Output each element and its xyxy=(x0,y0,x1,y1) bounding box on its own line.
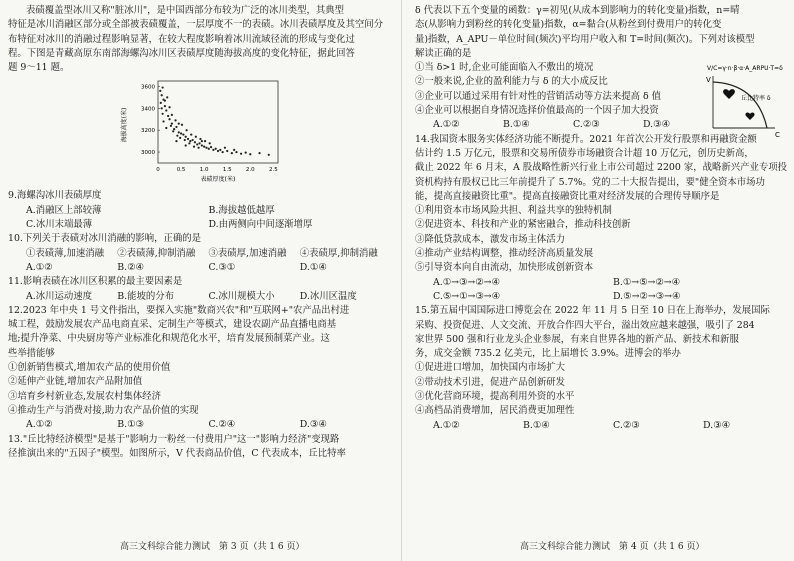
q10-item: ②表碛薄,抑制消融 xyxy=(117,247,196,259)
q13-answer-a[interactable]: A.①② xyxy=(433,119,460,131)
scatter-point xyxy=(160,102,162,104)
q10-answer-b[interactable]: B.②④ xyxy=(117,261,144,273)
scatter-point xyxy=(268,154,270,156)
left-page xyxy=(8,4,391,461)
heart-icon xyxy=(723,89,735,99)
scatter-point xyxy=(204,141,206,143)
scatter-point xyxy=(170,125,172,127)
cupid-rate-label: 丘比特率 δ xyxy=(741,95,771,102)
scatter-point xyxy=(201,141,203,143)
scatter-point xyxy=(181,124,183,126)
scatter-point xyxy=(164,106,166,108)
scatter-point xyxy=(176,135,178,137)
q12-item: ④推动生产与消费对接,助力农产品价值的实现 xyxy=(8,404,199,416)
q15-item: ③优化营商环境，提高利用外资的水平 xyxy=(415,391,575,403)
q12-answer-d[interactable]: D.③④ xyxy=(299,419,327,431)
scatter-point xyxy=(162,121,164,123)
q14-answers xyxy=(415,290,793,304)
q15-stem: 采购、投资促进、人文交流、开放合作四大平台，溢出效应越来越强，吸引了 284 xyxy=(415,319,755,331)
q13-item: ④企业可以根据自身情况选择价值最高的一个因子加大投资 xyxy=(415,105,659,117)
scatter-point xyxy=(168,107,170,109)
left-footer: 高三文科综合能力测试 第 3 页（共 1 6 页） xyxy=(120,542,305,552)
scatter-point xyxy=(209,143,211,145)
q15-item: ①促进进口增加，加快国内市场扩大 xyxy=(415,362,566,374)
q14-item: ③降低贷款成本，激发市场主体活力 xyxy=(415,233,566,245)
q15-item: ②带动技术引进，促进产品创新研发 xyxy=(415,376,566,388)
q14-stem: 能，提高直接融资比重"。提高直接融资比重对经济发展的合理传导顺序是 xyxy=(415,190,720,202)
q11-options xyxy=(8,290,391,304)
page-divider xyxy=(401,0,402,561)
scatter-point xyxy=(178,132,180,134)
scatter-point xyxy=(168,119,170,121)
q14-item: ⑤引导资本向自由流动，加快形成创新资本 xyxy=(415,262,594,274)
scatter-point xyxy=(199,138,201,140)
q10-answer-a[interactable]: A.①② xyxy=(26,261,53,273)
q14-stem: 资机构持有股权已比三年前提升了 5.7%。党的二十大报告提出，要"健全资本市场功 xyxy=(415,176,765,188)
scatter-point xyxy=(166,97,168,99)
q10-answers xyxy=(8,261,391,275)
q14-item: ②促进资本、科技和产业的紧密融合，推动科技创新 xyxy=(415,219,631,231)
intro-line: 程。下图是青藏高原东南部海螺沟冰川区表碛厚度随海拔高度的变化特征，据此回答 xyxy=(8,47,355,59)
scatter-point xyxy=(201,145,203,147)
right-footer: 高三文科综合能力测试 第 4 页（共 1 6 页） xyxy=(520,542,705,552)
q10-item: ③表碛厚,加速消融 xyxy=(208,247,287,259)
q15-stem: 家世界 500 强和行业龙头企业参展，有来自世界各地的新产品、新技术和新服 xyxy=(415,333,739,345)
q13-answer-d[interactable]: D.③④ xyxy=(643,119,670,131)
scatter-point xyxy=(185,136,187,138)
scatter-point xyxy=(215,148,217,150)
x-tick-label: 2.0 xyxy=(245,167,255,174)
scatter-point xyxy=(203,146,205,148)
scatter-point xyxy=(245,152,247,154)
scatter-point xyxy=(226,150,228,152)
q12-stem: 城工程，鼓励发展农产品电商直采、定制生产等模式，建设农副产品直播电商基 xyxy=(8,319,337,331)
q13-item: ③企业可以通过采用有针对性的营销活动等方法来提高 δ 值 xyxy=(415,90,661,102)
scatter-point xyxy=(184,139,186,141)
q13-stem: 径推演出来的"五因子"模型。如图所示，V 代表商品价值，C 代表成本，丘比特率 xyxy=(8,447,346,459)
q13-stem-cont: 量)指数，A_APU－单位时间(频次)平均用户收入和 T=时间(频次)。下列对该模型 xyxy=(415,33,755,45)
diagram-v-label: V xyxy=(706,76,711,84)
scatter-point xyxy=(172,131,174,133)
q11-option-c[interactable]: C.冰川规模大小 xyxy=(208,290,275,302)
scatter-point xyxy=(165,110,167,112)
y-tick-label: 3000 xyxy=(141,150,155,157)
scatter-point xyxy=(198,147,200,149)
scatter-point xyxy=(190,134,192,136)
q10-answer-d[interactable]: D.①④ xyxy=(299,261,327,273)
q15-answer-d[interactable]: D.③④ xyxy=(703,419,730,431)
q15-item: ④高档品消费增加，居民消费更加理性 xyxy=(415,405,575,417)
cupid-model-diagram xyxy=(705,62,791,138)
q9-options xyxy=(8,218,391,232)
x-tick-label: 0 xyxy=(156,167,160,174)
scatter-point xyxy=(240,153,242,155)
q14-answer-a[interactable]: A.①→③→②→④ xyxy=(433,276,500,288)
q11-stem: 11.影响表碛在冰川区积累的最主要因素是 xyxy=(8,276,183,288)
q12-stem: 12.2023 年中央 1 号文件指出，要探入实施"数商兴农"和"互联网+"农产品出村进 xyxy=(8,304,350,316)
q12-answer-a[interactable]: A.①② xyxy=(26,419,53,431)
q14-stem: 14.我国资本服务实体经济功能不断提升。2021 年首次公开发行股票和再融资金额 xyxy=(415,133,757,145)
scatter-point xyxy=(175,141,177,143)
cupid-formula: V/C=γ·n·β·α·A_ARPU·T=δ xyxy=(707,65,783,72)
q14-answer-d[interactable]: D.⑤→②→③→④ xyxy=(613,290,681,302)
scatter-point xyxy=(171,114,173,116)
q12-answers xyxy=(8,418,391,432)
q9-option-d[interactable]: D.由两侧向中间逐渐增厚 xyxy=(208,219,313,231)
q14-answer-b[interactable]: B.①→⑤→②→④ xyxy=(613,276,681,288)
scatter-point xyxy=(189,141,191,143)
scatter-point xyxy=(233,149,235,151)
y-axis-label: 海拔高度(米) xyxy=(121,108,128,143)
scatter-point xyxy=(231,153,233,155)
scatter-point xyxy=(185,145,187,147)
q15-answers xyxy=(415,419,793,433)
q9-options xyxy=(8,204,391,218)
y-tick-label: 3600 xyxy=(141,84,155,91)
scatter-point xyxy=(187,138,189,140)
scatter-point xyxy=(217,150,219,152)
diagram-c-label: C xyxy=(775,131,780,138)
q12-answer-b[interactable]: B.①③ xyxy=(117,419,144,431)
q15-answer-b[interactable]: B.①④ xyxy=(523,419,550,431)
q9-option-c[interactable]: C.冰川末端最薄 xyxy=(26,219,93,231)
scatter-point xyxy=(258,153,260,155)
x-axis-label: 表碛厚度(米) xyxy=(200,176,236,184)
scatter-point xyxy=(235,151,237,153)
scatter-point xyxy=(249,154,251,156)
q12-answer-c[interactable]: C.②④ xyxy=(208,419,236,431)
q10-answer-c[interactable]: C.③① xyxy=(208,261,236,273)
scatter-point xyxy=(173,128,175,130)
x-tick-label: 2.5 xyxy=(269,167,278,174)
q15-answer-c[interactable]: C.②③ xyxy=(613,419,640,431)
q14-answer-c[interactable]: C.⑤→①→③→④ xyxy=(433,290,501,302)
scatter-point xyxy=(224,147,226,149)
q13-answers xyxy=(415,118,713,132)
q15-stem: 务，成交金额 735.2 亿美元，比上届增长 3.9%。进博会的举办 xyxy=(415,348,681,360)
q12-stem: 地;提升净菜、中央厨房等产业标准化和规范化水平，培育发展预制菜产业。这 xyxy=(8,333,330,345)
scatter-point xyxy=(162,113,164,115)
q12-item: ①创新销售模式,增加农产品的使用价值 xyxy=(8,362,171,374)
scatter-point xyxy=(219,149,221,151)
scatter-point xyxy=(222,151,224,153)
q13-stem: 13."丘比特经济模型"是基于"影响力一粉丝一付费用户"这一"影响力经济"变现路 xyxy=(8,433,340,445)
intro-line: 表碛覆盖型冰川又称"脏冰川"，是中国西部分布较为广泛的冰川类型，其典型 xyxy=(26,5,345,16)
scatter-chart xyxy=(8,77,391,187)
intro-line: 特征是冰川消融区部分或全部被表碛覆盖，一层厚度不一的表碛。冰川表碛厚度及其空间分 xyxy=(8,19,384,31)
scatter-point xyxy=(186,130,188,132)
scatter-point xyxy=(193,146,195,148)
q13-answer-c[interactable]: C.②③ xyxy=(573,119,600,131)
q14-stem: 截止 2022 年 6 月末，A 股战略性新兴行业上市公司超过 2200 家，战略新兴产业专项投 xyxy=(415,162,787,174)
scatter-point xyxy=(180,133,182,135)
x-tick-label: 1.0 xyxy=(199,167,209,174)
q13-stem-cont: 解读正确的是 xyxy=(415,47,472,59)
scatter-point xyxy=(194,142,196,144)
q15-answer-a[interactable]: A.①② xyxy=(433,419,460,431)
broken-heart-icon xyxy=(745,113,754,120)
scatter-point xyxy=(164,100,166,102)
y-tick-label: 3400 xyxy=(141,106,155,113)
scatter-point xyxy=(161,108,163,110)
scatter-point xyxy=(178,123,180,125)
scatter-point xyxy=(171,123,173,125)
scatter-point xyxy=(208,148,210,150)
q11-option-d[interactable]: D.冰川区温度 xyxy=(299,290,357,302)
intro-line: 布特征对冰川的消融过程影响显著，在较大程度影响着冰川流域径流的形成与变化过 xyxy=(8,33,355,45)
q13-answer-b[interactable]: B.①④ xyxy=(503,119,530,131)
scatter-point xyxy=(196,144,198,146)
q12-item: ②延伸产业链,增加农产品附加值 xyxy=(8,376,143,388)
scatter-point xyxy=(182,134,184,136)
q13-item: ②一般来说,企业的盈利能力与 δ 的大小成反比 xyxy=(415,76,608,88)
scatter-point xyxy=(205,147,207,149)
scatter-point xyxy=(161,95,163,97)
scatter-point xyxy=(188,143,190,145)
q12-item: ③培育乡村新业态,发展农村集体经济 xyxy=(8,390,161,402)
x-tick-label: 1.5 xyxy=(222,167,232,174)
x-tick-label: 0.5 xyxy=(176,167,186,174)
q10-item: ①表碛薄,加速消融 xyxy=(26,247,104,259)
q13-item: ①当 δ>1 时,企业可能面临入不敷出的境况 xyxy=(415,62,594,74)
scatter-point xyxy=(195,136,197,138)
q11-option-a[interactable]: A.冰川运动速度 xyxy=(26,290,93,302)
scatter-point xyxy=(179,137,181,139)
cupid-curve xyxy=(713,82,767,128)
q15-stem: 15.第五届中国国际进口博览会在 2022 年 11 月 5 日至 10 日在上海举办，发展国际 xyxy=(415,305,770,317)
scatter-point xyxy=(174,120,176,122)
q14-item: ①利用资本市场风险共担、利益共享的独特机制 xyxy=(415,205,612,217)
q9-option-b[interactable]: B.海拔越低越厚 xyxy=(208,204,275,216)
q10-stem: 10.下列关于表碛对冰川消融的影响，正确的是 xyxy=(8,233,202,245)
q12-stem: 些举措能够 xyxy=(8,347,55,359)
scatter-point xyxy=(159,90,161,92)
scatter-point xyxy=(210,147,212,149)
q13-stem-cont: 态(从影响力到粉丝的转化变量)指数，α=黏合(从粉丝到付费用户的转化变 xyxy=(415,19,722,31)
q14-item: ④推动产业结构调整，推动经济高质量发展 xyxy=(415,248,594,260)
scatter-chart-svg xyxy=(8,77,391,187)
q10-items xyxy=(8,247,391,261)
intro-line: 题 9～11 题。 xyxy=(8,62,70,74)
scatter-point xyxy=(212,149,214,151)
q14-answers xyxy=(415,276,793,290)
scatter-point xyxy=(165,127,167,129)
scatter-point xyxy=(175,126,177,128)
scatter-point xyxy=(167,115,169,117)
scatter-point xyxy=(162,87,164,89)
y-tick-label: 3200 xyxy=(141,128,155,135)
q9-stem: 9.海螺沟冰川表碛厚度 xyxy=(8,190,102,202)
q9-option-a[interactable]: A.消融区上部较薄 xyxy=(26,204,102,216)
q10-item: ④表碛厚,抑制消融 xyxy=(299,247,378,259)
scatter-point xyxy=(198,143,200,145)
q11-option-b[interactable]: B.能坡的分布 xyxy=(117,290,174,302)
q13-stem-cont: δ 代表以下五个变量的函数：γ=初见(从成本到影响力的转化变量)指数，n=晴 xyxy=(415,5,740,16)
q14-stem: 估计约 1.5 万亿元，股票和交易所债券市场融资合计超 10 万亿元，创历史新高， xyxy=(415,147,754,159)
scatter-point xyxy=(192,139,194,141)
